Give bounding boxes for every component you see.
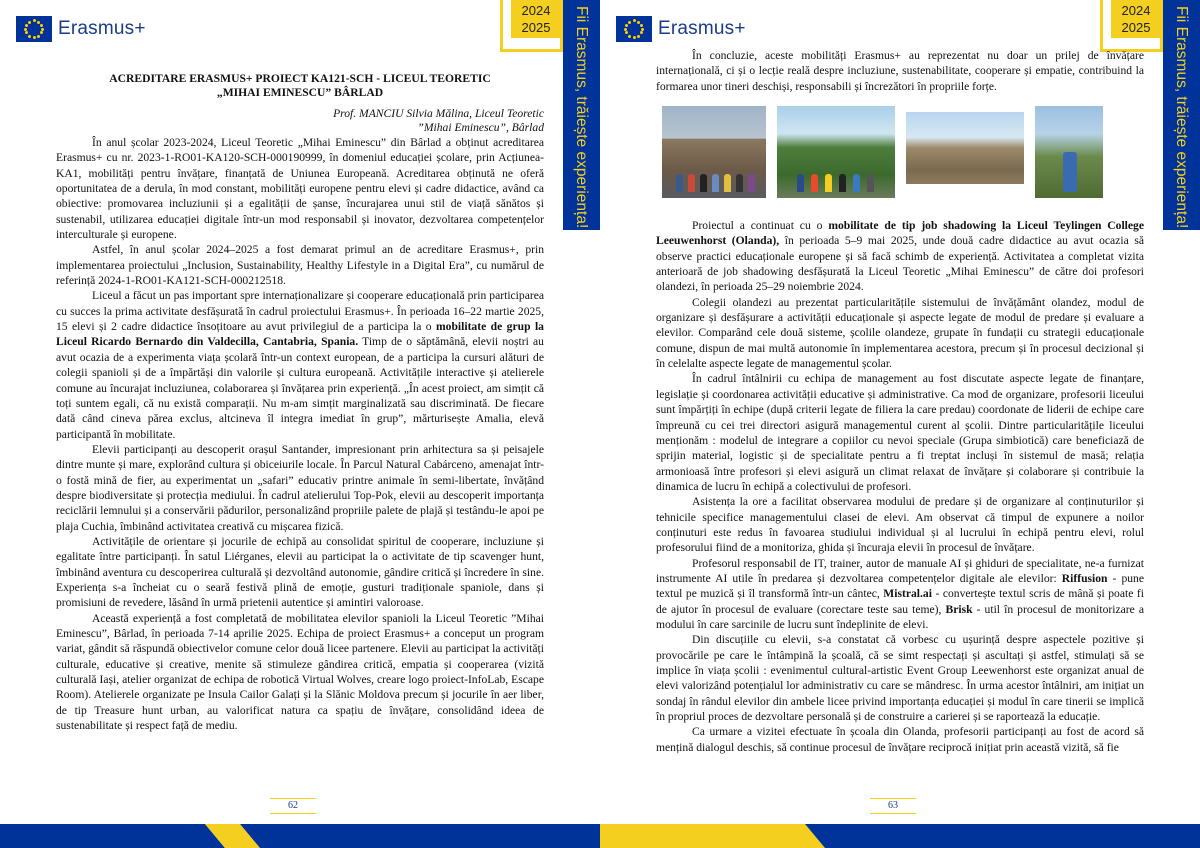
paragraph: Astfel, în anul școlar 2024–2025 a fost demarat primul an de acreditare Erasmus+, prin implementarea proiectului „Inclusion, Sustainability, Healthy Lifestyle in a Digital Era”, cu numărul de referință 2024-1-RO01-KA121-SCH-000212518. xyxy=(56,243,544,288)
year-badge xyxy=(1100,0,1163,52)
page-right xyxy=(600,0,1200,848)
slogan-band xyxy=(563,0,600,230)
photo-strip xyxy=(662,106,1144,198)
article-body-right xyxy=(656,48,1144,755)
paragraph xyxy=(656,556,1144,633)
author-line-2: ”Mihai Eminescu”, Bârlad xyxy=(417,121,544,134)
title-line-2: „MIHAI EMINESCU” BÂRLAD xyxy=(216,86,384,99)
paragraph: Din discuțiile cu elevii, s-a constatat că vorbesc cu ușurință despre aspectele pozitive și provocările pe care le întâmpină la școală, că se simt respectați și ascultați și astfel, stimulați să se implice în viața școlii : evenimentul cultural-artistic Event Group Leewenhorst este organizat anual de elevi valorizând potențialul lor administrativ cu care se mândresc. În urma acestor întâlniri, am inițiat un sondaj în rândul elevilor din ambele licee privind importanța educației și modul în care tinerii se implică în propriul proces de dezvoltare personală și de construire a carierei și se raportează la educație. xyxy=(656,633,1144,724)
year-badge xyxy=(500,0,563,52)
footer-band xyxy=(600,824,1200,848)
paragraph-text: - convertește textul scris de mână și poate fi de ajutor în procesul de evaluare (corectare teste sau teme), xyxy=(656,587,1144,616)
paragraph-text: Proiectul a continuat cu o xyxy=(692,219,829,233)
erasmus-logo xyxy=(616,14,746,44)
paragraph: În anul școlar 2023-2024, Liceul Teoretic „Mihai Eminescu” din Bârlad a obținut acreditarea Erasmus+ cu nr. 2023-1-RO01-KA120-SCH-000190999, în domeniul educației școlare, prin Acțiunea-KA1, mobilități pentru învățare, finanțată de Uniunea Europeană. Acreditarea obținută ne oferă oportunitatea de a derula, în mod constant, mobilități europene pentru elevi și cadre didactice, având ca obiective: promovarea incluziunii și a egalității de șanse, încurajarea unui stil de viață sănătos și sustenabil, utilizarea educației digitale într-un mod responsabil și inovator, dezvoltarea competențelor interculturale și europene. xyxy=(56,136,544,242)
slogan-text: Fii Erasmus, trăiește experiența! xyxy=(1173,6,1190,229)
tool-name: Brisk xyxy=(945,602,973,616)
paragraph xyxy=(56,288,544,441)
slogan-band xyxy=(1163,0,1200,230)
paragraph-text: - pune textul pe muzică și îl transformă într-un cântec, xyxy=(656,571,1144,601)
year-start: 2024 xyxy=(521,3,551,18)
paragraph: În cadrul întâlnirii cu echipa de management au fost discutate aspecte legate de finanțare, legislație și coordonarea activității educative și administrative. Ca mod de organizare, profesorii liceului sunt împărțiți în echipe (după criterii legate de filiera la care predau) coordonate de liderii de echipe care împreună cu cei trei directori asigură managementul curent al școlii. Dintre particularitățile liceului menționăm : modelul de integrare a copiilor cu nevoi speciale (Grupa simbiotică) care beneficiază de sprijin material, logistic și de specialitate pentru a fi treptat incluși în sistemul de masă; relația armonioasă între profesori și elevi asigură un climat relaxat de învățare și colaborare și contribuie la dinamica de lucru în echipă a colectivului de profesori. xyxy=(656,372,1144,493)
group-photo-park xyxy=(777,106,895,198)
paragraph-text: Liceul a făcut un pas important spre internaționalizare și cooperare educațională prin participarea cu succes la prima activitate desfășurată în cadrul proiectului Erasmus+. În perioada 16–22 martie 2025, 15 elevi și 2 cadre didactice însoțitoare au avut privilegiul de a participa la o xyxy=(56,289,544,334)
article-title xyxy=(56,72,544,100)
paragraph: Ca urmare a vizitei efectuate în școala din Olanda, profesorii participanți au fost de acord să mențină dialogul deschis, să continue procesul de învățare reciprocă inițiat prin această vizită, să fie xyxy=(656,725,1144,754)
article-body-left xyxy=(56,62,544,733)
page-number: 63 xyxy=(870,798,916,814)
slogan-text: Fii Erasmus, trăiește experiența! xyxy=(573,6,590,229)
paragraph: Activitățile de orientare și jocurile de echipă au consolidat spiritul de cooperare, incluziune și egalitate între participanți. În satul Liérganes, elevii au participat la o activitate de tip scavenger hunt, îmbinând aventura cu descoperirea culturală și dezvoltând autonomie, gândire critică și încredere în sine. Experiența s-a încheiat cu o seară festivă plină de emoție, gusturi tradiționale spaniole, dans și promisiuni de revedere, lăsând în urmă prietenii autentice și amintiri valoroase. xyxy=(56,534,544,610)
author-line-1: Prof. MANCIU Silvia Mălina, Liceul Teoretic xyxy=(333,107,544,120)
title-line-1: ACREDITARE ERASMUS+ PROIECT KA121-SCH - LICEUL TEORETIC xyxy=(109,72,491,85)
tool-name: Mistral.ai xyxy=(883,587,932,601)
paragraph: Această experiență a fost completată de mobilitatea elevilor spanioli la Liceul Teoretic ”Mihai Eminescu”, Bârlad, în perioada 7-14 aprilie 2025. Echipa de proiect Erasmus+ a conceput un program variat, gândit să răspundă obiectivelor comune celor două licee partenere. Elevii au participat la activități culturale, educative și creative, menite să stimuleze gândirea critică, empatia și cooperarea (vizită culturală Iași, atelier organizat de echipa de robotică Virtual Wolves, creare logo proiect-InfoLab, Escape Room). Atelierele organizate pe Insula Cailor Galați și la Slănic Moldova precum și jocurile în aer liber, de tip Treasure hunt urban, au valorificat natura ca spațiu de învățare, consolidând ideea de sustenabilitate și respect față de mediu. xyxy=(56,611,544,733)
year-end: 2025 xyxy=(521,20,551,35)
paragraph-text: - util în procesul de monitorizare a modului în care sarcinile de lucru sunt îndeplinite de elevi. xyxy=(656,602,1144,631)
erasmus-logo xyxy=(16,14,146,44)
erasmus-wordmark: Erasmus+ xyxy=(58,18,146,39)
paragraph: Elevii participanți au descoperit orașul Santander, impresionant prin arhitectura sa și peisajele dintre munte și mare, explorând cultura și obiceiurile locale. În Parcul Natural Cabárceno, amenajat într-o fostă mină de fier, au experimentat un „safari” educativ printre animale în semi-libertate, învățând despre biodiversitate și protecția mediului. În cadrul atelierului Top-Pok, elevii au descoperit importanța reciclării lemnului și a conservării pădurilor, personalizând propriile palete de plajă și testându-le apoi pe plaja Cuchia, îmbinând activitatea creativă cu mișcarea fizică. xyxy=(56,442,544,533)
paragraph-text: în perioada 5–9 mai 2025, unde două cadre didactice au avut ocazia să observe practici educaționale europene și să facă schimb de experiență. Activitatea a completat vizita anterioară de job shadowing desfășurată la Liceul Teoretic „Mihai Eminescu” de către doi profesori olandezi, în perioada 25–29 noiembrie 2024. xyxy=(656,234,1144,294)
author-byline xyxy=(56,107,544,135)
tool-name: Riffusion xyxy=(1061,571,1108,585)
year-end: 2025 xyxy=(1121,20,1151,35)
paragraph: Colegii olandezi au prezentat particularitățile sistemului de învățământ olandez, modul de organizare și desfășurare a activității educaționale și aspecte legate de modul de predare și evaluare a elevilor. Comparând cele două sisteme, școlile olandeze, grupate în fundații cu strategii educaționale comune, dispun de mai multă autonomie în implementarea acestora, precum și în procesul decizional și în celelalte aspecte legate de managementul școlar. xyxy=(656,295,1144,371)
year-start: 2024 xyxy=(1121,3,1151,18)
paragraph xyxy=(656,218,1144,295)
landscape-photo xyxy=(906,112,1024,184)
paragraph-text: Timp de o săptămână, elevii noștri au avut ocazia de a experimenta viața școlară într-un context european, de a participa la cursuri alături de colegii spanioli și de a împărtăși din valorile și cultura europeană. Activitățile interactive și atelierele comune au încurajat incluziunea, colaborarea și învățarea prin experiență. „În acest proiect, am simțit că toți suntem egali, că nu există comparații. Nu m-am simțit marginalizată sau discriminată. De fiecare dată când cineva părea exclus, altcineva îl integra imediat în grup”, mărturisește Amalia, elevă participantă în mobilitate. xyxy=(56,335,544,441)
eu-flag-icon xyxy=(16,16,52,42)
group-photo-city xyxy=(662,106,766,198)
erasmus-wordmark: Erasmus+ xyxy=(658,18,746,39)
workshop-photo xyxy=(1035,106,1103,198)
paragraph: În concluzie, aceste mobilități Erasmus+ au reprezentat nu doar un prilej de învățare internațională, ci și o lecție reală despre incluziune, sustenabilitate, cooperare și empatie, contribuind la formarea unor tineri deschiși, responsabili și încrezători în propriile forțe. xyxy=(656,49,1144,93)
eu-flag-icon xyxy=(616,16,652,42)
paragraph-bold: mobilitate de grup la Liceul Ricardo Bernardo din Valdecilla, Cantabria, Spania. xyxy=(56,320,544,349)
paragraph-text: Profesorul responsabil de IT, trainer, autor de manuale AI și ghiduri de specialitate, ne-a furnizat instrumente AI utile în predarea și dezvoltarea competențelor digitale ale elevilor: xyxy=(656,556,1144,585)
footer-band xyxy=(0,824,600,848)
page-number: 62 xyxy=(270,798,316,814)
paragraph: Asistența la ore a facilitat observarea modului de predare și de organizare al conținuturilor și tehnicile specifice managementului clasei de elevi. Am observat că timpul de expunere a noilor conținuturi este redus în favoarea studiului individual și al lucrului în echipă pentru elevi, rolul profesorului fiind de a monitoriza, ghida și încuraja elevii în procesul de învățare. xyxy=(656,495,1144,555)
paragraph-bold: mobilitate de tip job shadowing la Liceul Teylingen College Leeuwenhorst (Olanda), xyxy=(656,219,1144,248)
